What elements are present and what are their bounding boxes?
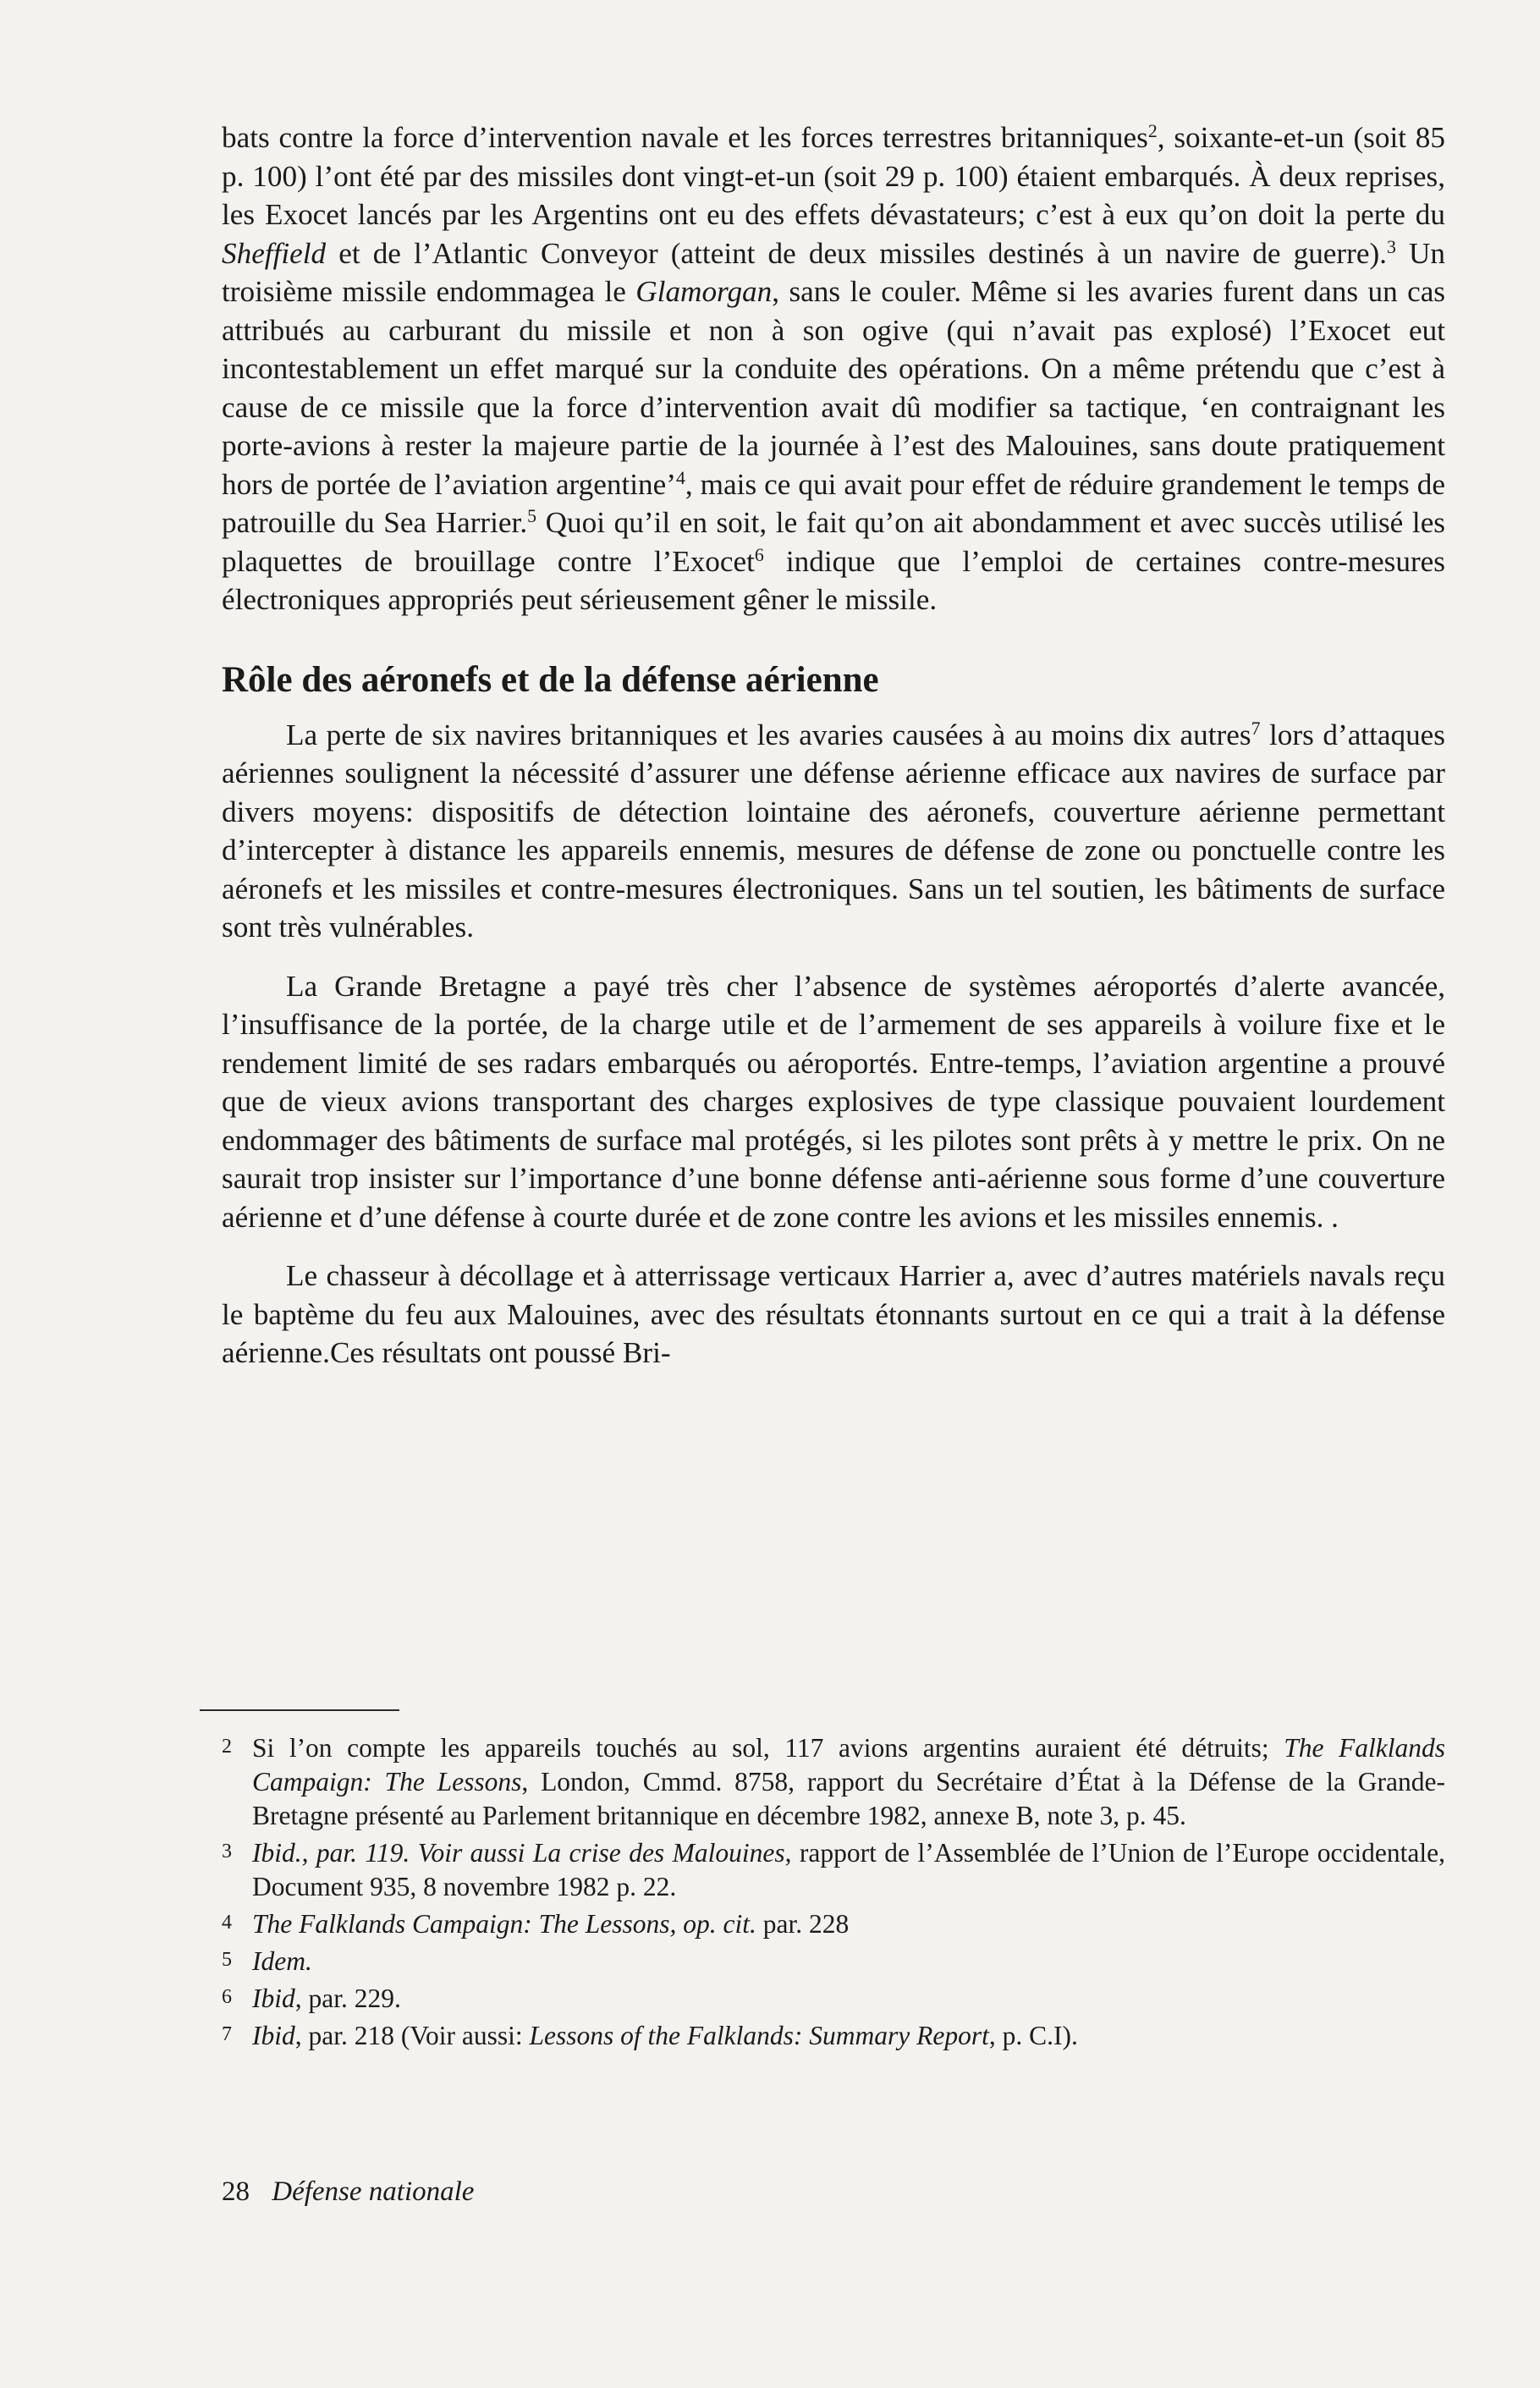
footnote xyxy=(222,2019,1445,2053)
citation-title: Lessons of the Falklands: Summary Report xyxy=(529,2021,989,2050)
footnote-text xyxy=(252,1907,1445,1941)
text-run: Quoi qu’il en soit, le fait qu’on ait abondamment et avec succès utilisé les plaquettes de brouillage contre l’Exocet xyxy=(222,506,1446,578)
footnote xyxy=(222,1945,1445,1978)
citation-title: Ibid xyxy=(252,1984,295,2013)
footnote-number: 2 xyxy=(222,1736,232,1758)
page-footer xyxy=(222,2176,474,2208)
footnote-number: 7 xyxy=(222,2023,232,2045)
citation-title: Idem. xyxy=(252,1946,312,1976)
paragraph-harrier: Le chasseur à décollage et à atterrissage verticaux Harrier a, avec d’autres matériels navals reçu le baptème du feu aux Malouines, avec des résultats étonnants surtout en ce qui a trait à la défense aérienne.Ces résultats ont poussé Bri- xyxy=(222,1259,1445,1369)
footnote-ref: 2 xyxy=(1147,121,1158,141)
main-text xyxy=(222,118,1445,1373)
footnote-text xyxy=(252,1982,1445,2016)
footnote-ref: 6 xyxy=(754,544,764,565)
citation-title: Ibid., par. 119. Voir aussi La crise des Malouines xyxy=(252,1838,785,1868)
citation-title: Ibid xyxy=(252,2021,295,2050)
footnote xyxy=(222,1731,1445,1833)
text-run: indique que l’emploi de certaines contre-mesures électroniques appropriés peut sérieusement gêner le missile. xyxy=(222,544,1445,616)
citation-title: The Falklands Campaign: The Lessons, op. cit. xyxy=(252,1909,756,1939)
text-run: , p. C.I). xyxy=(988,2021,1078,2050)
text-run: La perte de six navires britanniques et les avaries causées à au moins dix autres xyxy=(286,718,1251,751)
text-run: lors d’attaques aériennes soulignent la nécessité d’assurer une défense aérienne efficace aux navires de surface par divers moyens: dispositifs de détection lointaine des aéronefs, couverture aérienne permettant d’intercepter à distance les appareils ennemis, mesures de défense de zone ou ponctuelle contre les aéronefs et les missiles et contre-mesures électroniques. Sans un tel soutien, les bâtiments de surface sont très vulnérables. xyxy=(222,718,1445,944)
text-run: , rapport de l’Assemblée de l’Union de l’Europe occidentale, Document 935, 8 novembre 1982 p. 22. xyxy=(252,1838,1445,1901)
text-run: , soixante-et-un (soit 85 p. 100) l’ont été par des missiles dont vingt-et-un (soit 29 p. 100) étaient embarqués. À deux reprises, les Exocet lancés par les Argentins ont eu des effets dévastateurs; c’est à eux qu’on doit la perte du xyxy=(222,121,1445,231)
text-run: , London, Cmmd. 8758, rapport du Secrétaire d’État à la Défense de la Grande-Bretagne présenté au Parlement britannique en décembre 1982, annexe B, note 3, p. 45. xyxy=(252,1767,1445,1830)
paragraph-air-defense xyxy=(222,716,1445,947)
text-run: et de l’Atlantic Conveyor (atteint de deux missiles destinés à un navire de guerre). xyxy=(326,236,1387,270)
footnote-separator xyxy=(200,1709,399,1711)
text-run: par. 228 xyxy=(756,1909,850,1939)
footnote-ref: 7 xyxy=(1251,718,1261,739)
text-run: , sans le couler. Même si les avaries furent dans un cas attribués au carburant du missile et non à son ogive (qui n’avait pas explosé) l’Exocet eut incontestablement un effet marqué sur la conduite des opérations. On a même prétendu que c’est à cause de ce missile que la force d’intervention avait dû modifier sa tactique, ‘en contraignant les porte-avions à rester la majeure partie de la journée à l’est des Malouines, sans doute pratiquement hors de portée de l’aviation argentine’ xyxy=(222,275,1446,501)
citation-title: The Falklands Campaign: The Lessons xyxy=(252,1733,1445,1797)
ship-name: Glamorgan xyxy=(635,275,773,308)
section-heading: Rôle des aéronefs et de la défense aérienne xyxy=(222,659,879,700)
paragraph-great-britain: La Grande Bretagne a payé très cher l’absence de systèmes aéroportés d’alerte avancée, l’insuffisance de la portée, de la charge utile et de l’armement de ses appareils à voilure fixe et le rendement limité de ses radars embarqués ou aéroportés. Entre-temps, l’aviation argentine a prouvé que de vieux avions transportant des charges explosives de type classique pouvaient lourdement endommager des bâtiments de surface mal protégés, si les pilotes sont prêts à y mettre le prix. On ne saurait trop insister sur l’importance d’une bonne défense anti-aérienne sous forme d’une couverture aérienne et d’une défense à courte durée et de zone contre les avions et les missiles ennemis. . xyxy=(222,969,1445,1234)
text-run: , par. 229. xyxy=(294,1984,401,2013)
text-run: Un troisième missile endommagea le xyxy=(222,236,1445,308)
footnotes xyxy=(222,1731,1445,2056)
footnote-number: 5 xyxy=(222,1949,232,1971)
footnote-number: 3 xyxy=(222,1841,232,1863)
footnote-ref: 5 xyxy=(527,506,537,526)
footnote-ref: 4 xyxy=(675,467,685,488)
footnote-text xyxy=(252,1731,1445,1833)
paragraph-exocet xyxy=(222,118,1445,619)
footnote-number: 4 xyxy=(222,1912,232,1934)
page-number: 28 xyxy=(222,2176,250,2207)
footnote-number: 6 xyxy=(222,1986,232,2008)
running-title: Défense nationale xyxy=(272,2176,475,2207)
footnote xyxy=(222,1907,1445,1941)
text-run: Si l’on compte les appareils touchés au sol, 117 avions argentins auraient été détruits; xyxy=(252,1733,1284,1763)
footnote xyxy=(222,1982,1445,2016)
footnote-text xyxy=(252,1836,1445,1904)
text-run: bats contre la force d’intervention navale et les forces terrestres britanniques xyxy=(222,121,1148,154)
text-run: , mais ce qui avait pour effet de réduire grandement le temps de patrouille du Sea Harrier. xyxy=(222,467,1445,539)
footnote-text xyxy=(252,2019,1445,2053)
ship-name: Sheffield xyxy=(222,236,327,270)
footnote-text xyxy=(252,1945,1445,1978)
text-run: , par. 218 (Voir aussi: xyxy=(294,2021,530,2050)
footnote-ref: 3 xyxy=(1386,236,1396,257)
footnote xyxy=(222,1836,1445,1904)
